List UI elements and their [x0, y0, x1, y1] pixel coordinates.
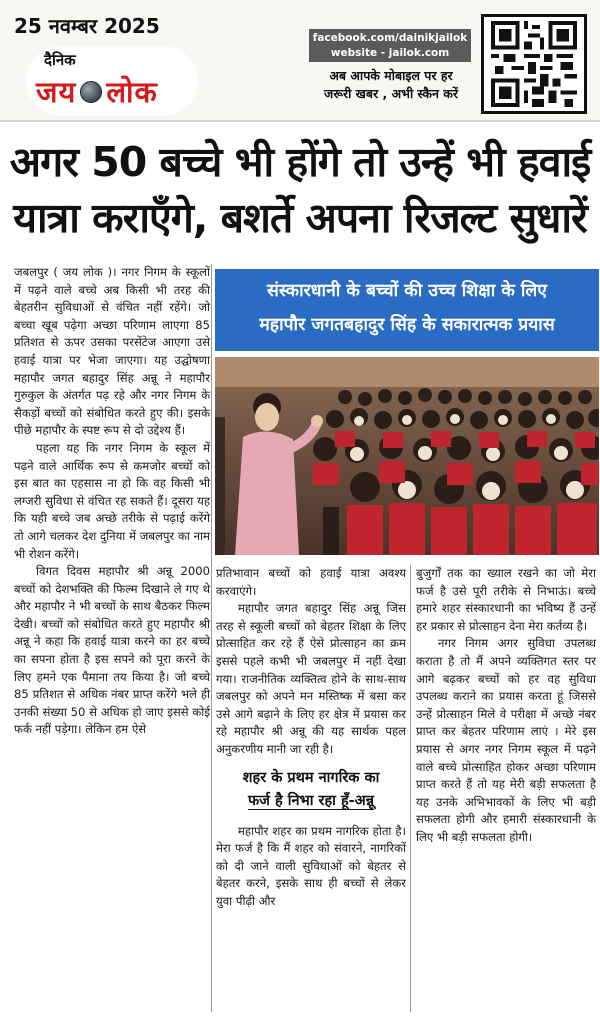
col3-paragraph-2: नगर निगम अगर सुविधा उपलब्ध कराता है तो मैं अपने व्यक्तिगत स्तर पर आगे बढ़कर बच्चों को हर वह सुविधा उपलब्ध कराने का प्रयास करता हूं जिससे उन्हें प्रोत्साहन मिले वे परीक्षा में अच्छे नंबर प्राप्त कर बेहतर परिणाम लाएं । मेरे इस प्रयास से अगर नगर निगम स्कूल में पढ़ने वाले बच्चे प्रोत्साहित होकर अच्छा परिणाम प्राप्त करते हैं तो यह मेरी बड़ी सफलता है यह उनके अभिभावकों के लिए भी बड़ी सफलता होगी और हमारी संस्कारधानी के लिए भी बड़ी सफलता होगी।	[416, 636, 596, 844]
article-column-2	[216, 565, 406, 911]
social-links-box	[309, 29, 471, 62]
scan-prompt-line2: जरूरी खबर , अभी स्कैन करें	[323, 86, 458, 101]
facebook-link[interactable]: facebook.com/dainikjailok	[312, 32, 468, 44]
issue-date: 25 नवम्बर 2025	[14, 14, 160, 38]
subheading-line1: शहर के प्रथम नागरिक का	[242, 769, 380, 786]
article-column-3	[416, 565, 596, 847]
newspaper-logo	[36, 72, 158, 111]
col2-paragraph-1: प्रतिभावान बच्चों को हवाई यात्रा अवश्य करवाएंगे।	[216, 566, 406, 598]
banner-line1: संस्कारधानी के बच्चों की उच्च शिक्षा के लिए	[267, 281, 547, 301]
column-divider	[211, 264, 212, 1012]
headline-line1: अगर 50 बच्चे भी होंगे तो उन्हें भी हवाई	[9, 138, 591, 186]
scan-prompt	[305, 67, 477, 103]
logo-word-lok: लोक	[106, 75, 158, 109]
scan-prompt-line1: अब आपके मोबाइल पर हर	[329, 68, 453, 83]
column-divider	[410, 565, 411, 1012]
qr-code-icon[interactable]	[481, 14, 587, 114]
website-link[interactable]: website - jailok.com	[330, 47, 450, 59]
globe-icon	[80, 81, 102, 103]
masthead	[0, 0, 600, 122]
highlight-banner	[215, 269, 599, 351]
qr-code-graphic	[488, 21, 580, 107]
col1-paragraph-1: जबलपुर ( जय लोक )। नगर निगम के स्कूलों में पढ़ने वाले बच्चे अब किसी भी तरह की बेहतरीन सुविधाओं से वंचित नहीं रहेंगे। जो बच्चा खूब पढ़ेगा अच्छा परिणाम लाएगा 85 प्रतिशत से ऊपर उसका परसेंटेज आएगा उसे हवाई यात्रा पर भेजा जाएगा। यह उद्घोषणा महापौर जगत बहादुर सिंह अन्नू ने महापौर गुरुकुल के अंतर्गत पढ़ रहे और नगर निगम के सैकड़ों बच्चों को संबोधित करते हुए की। इसके पीछे महापौर के स्पष्ट रूप से दो उद्देश्य हैं।	[14, 265, 210, 438]
col1-paragraph-2: पहला यह कि नगर निगम के स्कूल में पढ़ने वाले आर्थिक रूप से कमजोर बच्चों को इस बात का एहसास ना हो कि वह किसी भी लग्जरी सुविधा से वंचित रह सकते हैं। दूसरा यह कि यही बच्चे जब अच्छे तरीके से पढ़ाई करेंगे तो आगे चलकर देश दुनिया में जबलपुर का नाम भी रोशन करेंगे।	[14, 440, 210, 561]
event-photo-illustration	[215, 357, 599, 555]
headline-line2: यात्रा कराएँगे, बशर्ते अपना रिजल्ट सुधारें	[13, 194, 587, 242]
col2-paragraph-2: महापौर जगत बहादुर सिंह अन्नू जिस तरह से स्कूली बच्चों को बेहतर शिक्षा के लिए प्रोत्साहित कर रहे हैं ऐसे प्रोत्साहन का क्रम इससे पहले कभी भी जबलपुर में नहीं देखा गया। राजनीतिक व्यक्तित्व होने के साथ-साथ जबलपुर को अपने मन मस्तिष्क में बसा कर उसे आगे बढ़ाने के लिए हर क्षेत्र में प्रयास कर रहे महापौर श्री अन्नू की यह सार्थक पहल अनुकरणीय मानी जा रही है।	[216, 601, 406, 756]
banner-line2: महापौर जगतबहादुर सिंह के सकारात्मक प्रयास	[259, 315, 555, 335]
subheading-line2: फर्ज है निभा रहा हूँ-अन्नू	[247, 792, 375, 809]
main-headline	[0, 134, 600, 246]
logo-dainik-text: दैनिक	[44, 51, 76, 69]
article-column-1	[14, 264, 210, 739]
logo-word-jay: जय	[36, 75, 77, 109]
col3-paragraph-1: बुजुर्गों तक का ख्याल रखने का जो मेरा फर्ज है उसे पूरी तरीके से निभाऊं। बच्चे हमारे शहर संस्कारधानी का भविष्य हैं उन्हें हर प्रकार से प्रोत्साहन देना मेरा कर्तव्य है।	[416, 566, 596, 633]
col1-paragraph-3: विगत दिवस महापौर श्री अन्नू 2000 बच्चों को देशभक्ति की फिल्म दिखाने ले गए थे और महापौर ने भी बच्चों के साथ बैठकर फिल्म देखी। बच्चों को संबोधित करते हुए महापौर श्री अन्नू ने कहा कि हवाई यात्रा करने का हर बच्चे का सपना होता है इस सपने को पूरा करने के लिए हमने एक पैमाना तय किया है। जो बच्चे 85 प्रतिशत से अधिक नंबर प्राप्त करेंगे भले ही उनकी संख्या 50 से अधिक हो जाए इससे कोई फर्क नहीं पड़ेगा। लेकिन हम ऐसे	[14, 564, 210, 737]
event-photo	[215, 357, 599, 555]
article-subheading	[216, 767, 406, 813]
col2-paragraph-3: महापौर शहर का प्रथम नागरिक होता है। मेरा फर्ज है कि मैं शहर को संवारने, नागरिकों को दी जाने वाली सुविधाओं को बेहतर से बेहतर करने, इसके साथ ही बच्चों से लेकर युवा पीढ़ी और	[216, 823, 406, 908]
